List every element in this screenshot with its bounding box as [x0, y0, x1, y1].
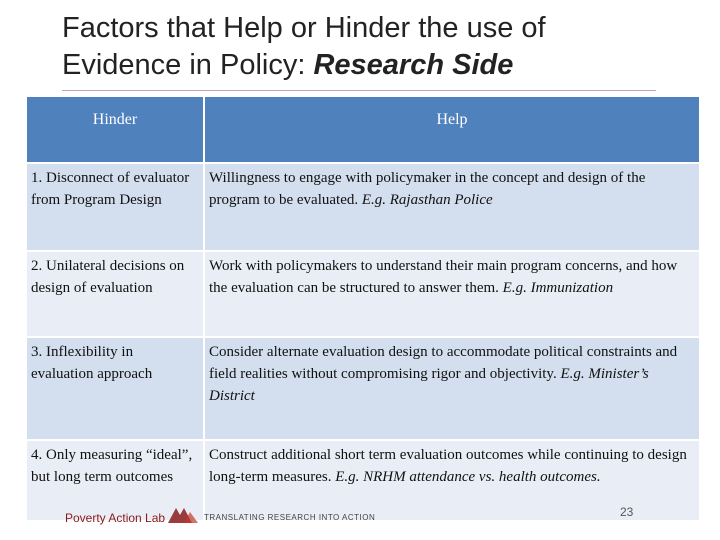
title-divider	[62, 90, 656, 91]
help-example: E.g. NRHM attendance vs. health outcomes.	[335, 469, 601, 485]
poverty-action-lab-logo: Poverty Action Lab	[65, 511, 166, 525]
help-cell	[204, 251, 700, 337]
table-row	[26, 163, 700, 251]
table-row	[26, 337, 700, 440]
table-row	[26, 251, 700, 337]
slide-title	[62, 10, 682, 84]
help-text: Work with policymakers to understand their main program concerns, and how the evaluation can be structured to answer them.	[209, 258, 678, 296]
jpal-logo-icon	[166, 505, 200, 525]
hinder-cell: 1. Disconnect of evaluator from Program Design	[26, 163, 204, 251]
help-text: Construct additional short term evaluation outcomes while continuing to design long-term measures.	[209, 447, 687, 485]
footer-tagline: TRANSLATING RESEARCH INTO ACTION	[204, 513, 376, 522]
header-hinder: Hinder	[26, 96, 204, 163]
title-line-2-plain: Evidence in Policy:	[62, 49, 314, 81]
help-example: E.g. Minister’s District	[209, 366, 649, 404]
title-line-2	[62, 47, 682, 84]
header-help: Help	[204, 96, 700, 163]
help-text: Willingness to engage with policymaker in the concept and design of the program to be evaluated.	[209, 170, 646, 208]
help-example: E.g. Rajasthan Police	[361, 192, 493, 208]
factors-table	[25, 95, 701, 522]
title-emphasis: Research Side	[313, 49, 514, 81]
hinder-cell: 2. Unilateral decisions on design of evaluation	[26, 251, 204, 337]
hinder-cell: 3. Inflexibility in evaluation approach	[26, 337, 204, 440]
title-line-1: Factors that Help or Hinder the use of	[62, 12, 546, 44]
help-example: E.g. Immunization	[502, 280, 614, 296]
table-header-row	[26, 96, 700, 163]
help-text: Consider alternate evaluation design to accommodate political constraints and field realities without compromising rigor and objectivity.	[209, 344, 678, 382]
help-cell	[204, 163, 700, 251]
hinder-cell: 4. Only measuring “ideal”, but long term outcomes	[26, 440, 204, 521]
help-cell	[204, 337, 700, 440]
slide-footer	[60, 505, 680, 529]
page-number: 23	[620, 505, 634, 519]
